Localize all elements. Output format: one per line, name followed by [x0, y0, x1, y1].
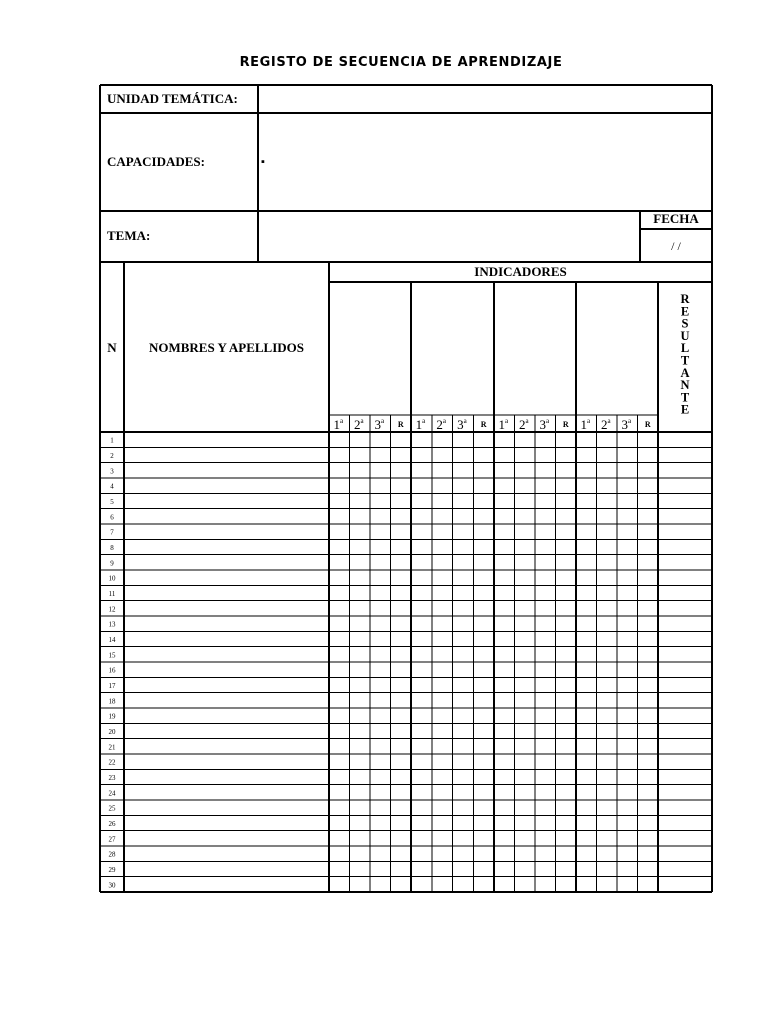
- capacidades-label: CAPACIDADES:: [107, 154, 205, 169]
- student-name-cell[interactable]: [124, 570, 329, 585]
- unidad-tematica-field[interactable]: [258, 85, 712, 113]
- row-number: 15: [108, 651, 116, 660]
- student-name-cell[interactable]: [124, 785, 329, 800]
- indicadores-header: INDICADORES: [474, 264, 567, 279]
- attempt-2-label: 2$^a$: [436, 417, 446, 432]
- result-r-label: R: [480, 420, 487, 429]
- student-name-cell[interactable]: [124, 432, 329, 447]
- document-title: REGISTO DE SECUENCIA DE APRENDIZAJE: [239, 55, 563, 70]
- resultante-letter: A: [680, 365, 690, 380]
- result-r-label: R: [644, 420, 651, 429]
- row-number: 25: [108, 804, 116, 813]
- student-name-cell[interactable]: [124, 585, 329, 600]
- row-number: 7: [110, 528, 114, 537]
- student-name-cell[interactable]: [124, 723, 329, 738]
- column-nombres-header: NOMBRES Y APELLIDOS: [148, 340, 305, 355]
- row-number: 6: [110, 513, 114, 522]
- row-number: 29: [108, 866, 116, 874]
- student-name-cell[interactable]: [124, 846, 329, 861]
- row-number: 20: [108, 728, 116, 736]
- student-name-cell[interactable]: [124, 555, 329, 570]
- student-name-cell[interactable]: [124, 769, 329, 784]
- resultante-letter: U: [680, 328, 690, 343]
- row-number: 13: [108, 620, 116, 629]
- indicator-3-field[interactable]: [494, 282, 576, 415]
- attempt-3-label: 3$^a$: [621, 417, 632, 432]
- student-name-cell[interactable]: [124, 815, 329, 830]
- student-name-cell[interactable]: [124, 739, 329, 754]
- resultante-letter: E: [680, 304, 690, 319]
- fecha-field[interactable]: [640, 229, 712, 262]
- student-name-cell[interactable]: [124, 662, 329, 677]
- attempt-2-label: 2$^a$: [518, 417, 529, 432]
- tema-label: TEMA:: [107, 228, 151, 243]
- column-n-header: N: [107, 340, 117, 355]
- student-name-cell[interactable]: [124, 754, 329, 769]
- tema-field[interactable]: [258, 211, 640, 262]
- row-number: 30: [108, 881, 116, 890]
- row-number: 5: [110, 498, 114, 506]
- row-number: 12: [108, 605, 116, 614]
- result-r-label: R: [397, 420, 404, 429]
- row-number: 18: [108, 697, 116, 706]
- row-number: 4: [110, 482, 114, 491]
- attempt-1-label: 1$^a$: [580, 417, 591, 432]
- attempt-3-label: 3$^a$: [457, 417, 467, 432]
- resultante-letter: R: [680, 292, 690, 306]
- student-name-cell[interactable]: [124, 800, 329, 815]
- attempt-1-label: 1$^a$: [415, 417, 426, 432]
- row-number: 26: [108, 820, 116, 828]
- row-number: 10: [108, 574, 116, 583]
- row-number: 21: [108, 743, 116, 752]
- student-name-cell[interactable]: [124, 509, 329, 524]
- row-number: 16: [108, 666, 116, 675]
- student-name-cell[interactable]: [124, 647, 329, 662]
- resultante-letter: T: [680, 353, 690, 368]
- student-name-cell[interactable]: [124, 616, 329, 631]
- student-name-cell[interactable]: [124, 877, 329, 892]
- student-name-cell[interactable]: [124, 693, 329, 708]
- row-number: 9: [110, 559, 114, 568]
- row-number: 24: [108, 789, 116, 798]
- row-number: 19: [108, 712, 116, 721]
- row-number: 14: [108, 636, 116, 644]
- row-number: 23: [108, 774, 116, 782]
- row-number: 11: [108, 590, 116, 598]
- indicator-1-field[interactable]: [329, 282, 411, 415]
- row-number: 2: [110, 452, 114, 460]
- row-number: 22: [108, 758, 116, 767]
- resultante-letter: N: [680, 378, 690, 393]
- row-number: 8: [110, 544, 114, 552]
- capacidades-field[interactable]: [258, 113, 712, 211]
- row-number: 3: [110, 467, 114, 476]
- student-name-cell[interactable]: [124, 463, 329, 478]
- result-r-label: R: [562, 420, 569, 429]
- resultante-letter: L: [680, 341, 690, 356]
- attempt-1-label: 1$^a$: [333, 417, 344, 432]
- student-name-cell[interactable]: [124, 539, 329, 554]
- row-number: 17: [108, 682, 116, 690]
- student-name-cell[interactable]: [124, 601, 329, 616]
- indicator-2-field[interactable]: [411, 282, 494, 415]
- attempt-2-label: 2$^a$: [600, 417, 611, 432]
- student-name-cell[interactable]: [124, 631, 329, 646]
- unidad-tematica-label: UNIDAD TEMÁTICA:: [107, 91, 238, 106]
- indicator-4-field[interactable]: [576, 282, 658, 415]
- student-name-cell[interactable]: [124, 447, 329, 462]
- row-number: 28: [108, 850, 116, 859]
- student-name-cell[interactable]: [124, 493, 329, 508]
- row-number: 1: [110, 436, 114, 445]
- attempt-3-label: 3$^a$: [374, 417, 385, 432]
- student-name-cell[interactable]: [124, 524, 329, 539]
- resultante-letter: E: [680, 402, 690, 417]
- student-name-cell[interactable]: [124, 677, 329, 692]
- student-name-cell[interactable]: [124, 831, 329, 846]
- resultante-letter: T: [680, 390, 690, 405]
- student-name-cell[interactable]: [124, 861, 329, 876]
- student-name-cell[interactable]: [124, 708, 329, 723]
- attempt-2-label: 2$^a$: [353, 417, 364, 432]
- student-name-cell[interactable]: [124, 478, 329, 493]
- row-number: 27: [108, 835, 116, 844]
- attempt-3-label: 3$^a$: [539, 417, 550, 432]
- resultante-letter: S: [681, 316, 689, 331]
- fecha-label: FECHA: [653, 211, 699, 226]
- attempt-1-label: 1$^a$: [498, 417, 509, 432]
